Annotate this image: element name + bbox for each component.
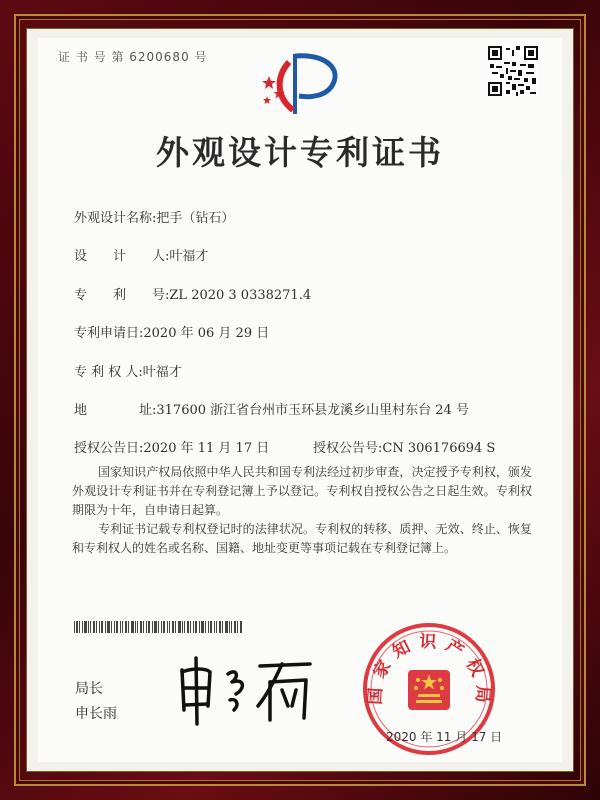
field-application-date (74, 322, 269, 341)
field-label: 专利申请日: (74, 326, 144, 341)
field-label: 授权公告号: (313, 441, 383, 456)
field-grant-number (313, 437, 495, 456)
field-label: 授权公告日: (74, 441, 144, 456)
field-value: 叶福才 (142, 365, 182, 380)
seal-date: 2020 年 11 月 17 日 (386, 730, 503, 744)
field-value: 叶福才 (169, 249, 209, 264)
field-grant-date (74, 437, 269, 456)
director-title: 局长 (75, 681, 103, 697)
field-label: 专 利 权 人: (74, 365, 143, 380)
cnipa-logo-icon (255, 48, 350, 120)
barcode-icon (74, 621, 242, 633)
field-value: CN 306176694 S (382, 441, 496, 456)
field-value: 317600 浙江省台州市玉环县龙溪乡山里村东台 24 号 (156, 403, 469, 418)
certificate-paragraph-1: 国家知识产权局依照中华人民共和国专利法经过初步审查，决定授予专利权，颁发外观设计专利证书并在专利登记簿上予以登记。专利权自授权公告之日起生效。专利权期限为十年，自申请日起算。 (72, 465, 532, 517)
field-address (74, 399, 469, 418)
field-label: 地 址: (74, 403, 157, 418)
field-patent-number (74, 284, 311, 303)
certificate-title: 外观设计专利证书 (156, 133, 444, 172)
qr-code-icon (488, 46, 538, 96)
field-value: ZL 2020 3 0338271.4 (169, 288, 312, 303)
field-value: 2020 年 11 月 17 日 (143, 441, 270, 456)
field-label: 专 利 号: (74, 288, 170, 303)
field-label: 外观设计名称: (74, 211, 157, 226)
field-value: 把手（钻石） (156, 211, 235, 226)
seal-text: 国家知识产权局 (365, 631, 493, 712)
director-signature (170, 648, 320, 728)
field-design-name (74, 207, 234, 226)
field-value: 2020 年 06 月 29 日 (143, 326, 270, 341)
certificate-paragraph-2: 专利证书记载专利权登记时的法律状况。专利权的转移、质押、无效、终止、恢复和专利权人的姓名或名称、国籍、地址变更等事项记载在专利登记簿上。 (72, 522, 532, 555)
field-label: 设 计 人: (74, 249, 170, 264)
director-name: 申长雨 (75, 706, 117, 722)
field-patentee (74, 361, 182, 380)
certificate-serial-number: 证 书 号 第 6200680 号 (58, 50, 208, 64)
field-designer (74, 245, 208, 264)
